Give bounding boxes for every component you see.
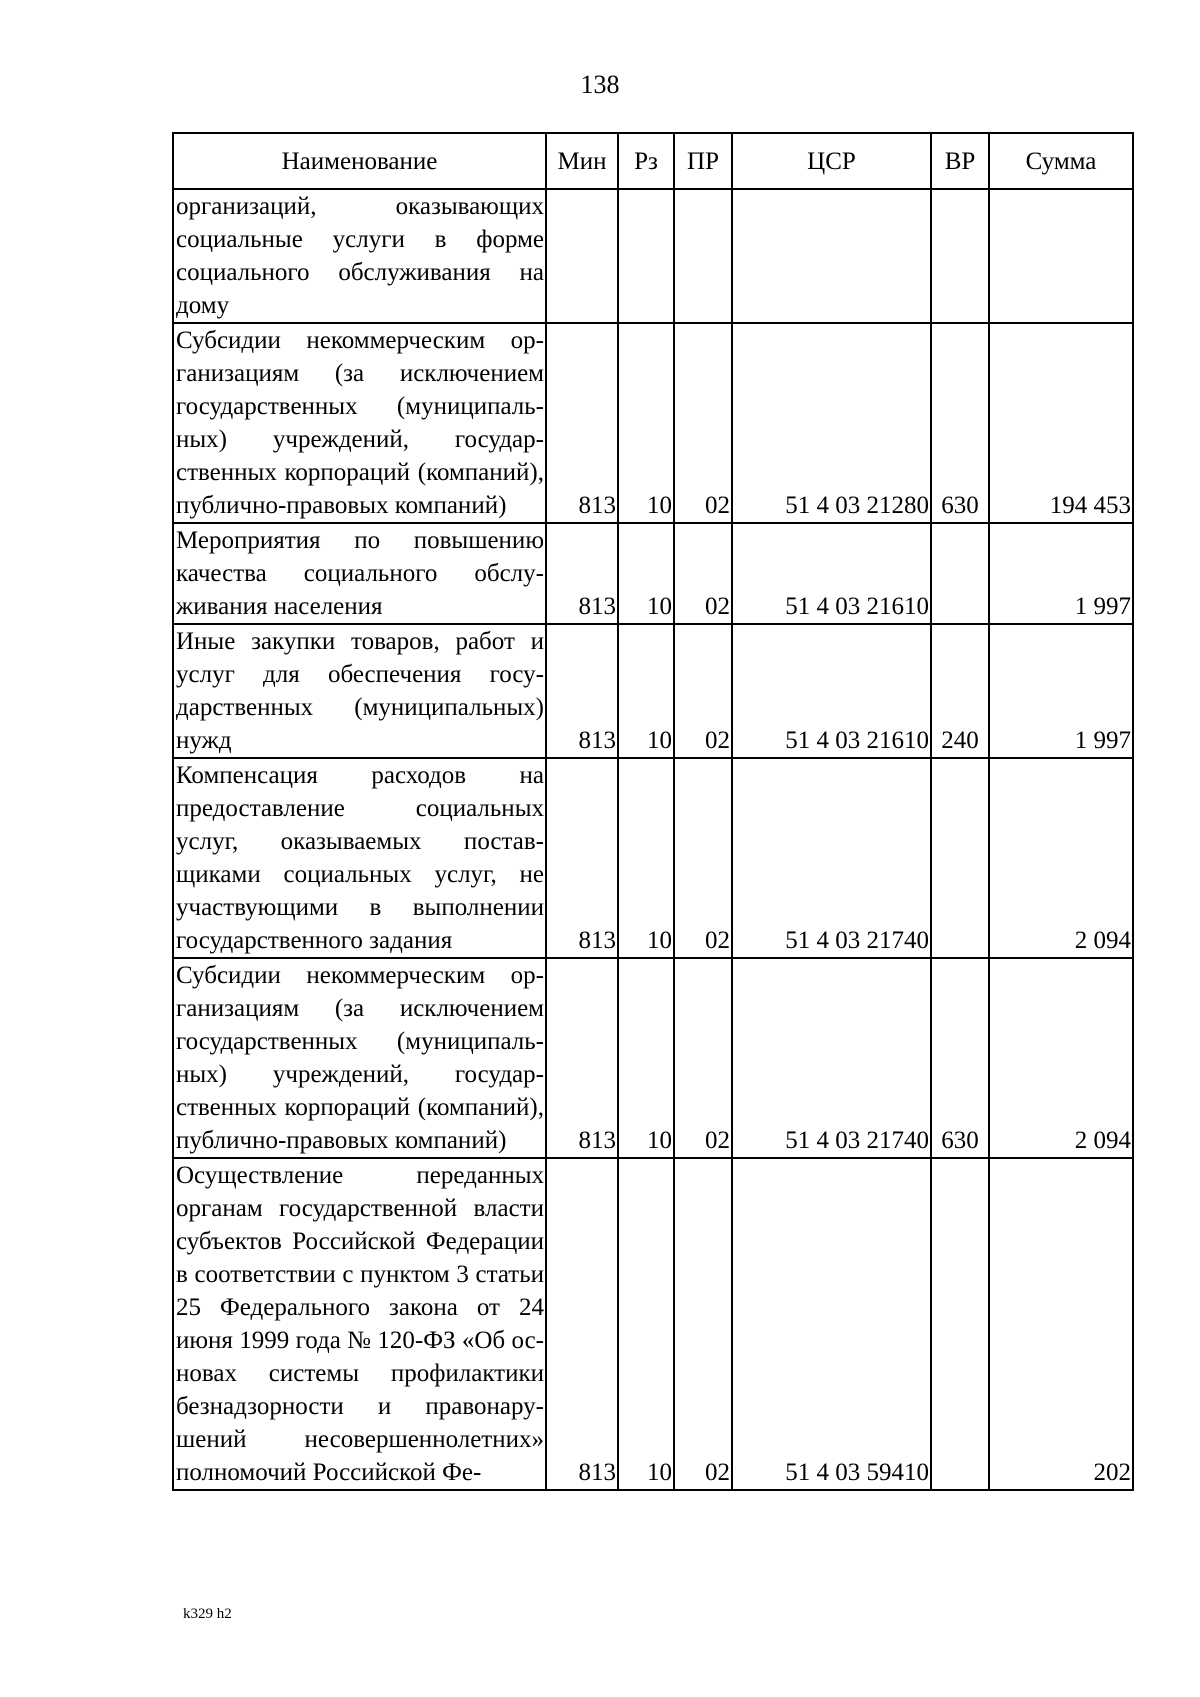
table-row xyxy=(173,624,1133,758)
row-name-cell xyxy=(173,1158,546,1490)
row-csr: 51 4 03 21610 xyxy=(732,523,931,624)
row-min: 813 xyxy=(546,758,618,958)
row-name: Мероприятия по повышению качества социального обслуживания населения xyxy=(176,527,544,620)
row-name: Субсидии некоммерческим организациям (за исключением государственных (муниципальных) учреждений, государственных корпораций (компаний), публично-правовых компаний) xyxy=(176,327,544,519)
budget-table xyxy=(172,132,1134,1491)
row-rz: 10 xyxy=(618,1158,674,1490)
row-vr: 630 xyxy=(931,958,989,1158)
row-csr: 51 4 03 21610 xyxy=(732,624,931,758)
row-rz: 10 xyxy=(618,958,674,1158)
row-name: Осуществление переданных органам государственной власти субъектов Российской Федерации в соответствии с пунктом 3 статьи 25 Федерального закона от 24 июня 1999 года № 120-ФЗ «Об основах системы профилактики безнадзорности и правонарушений несовершеннолетних» полномочий Российской Фе- xyxy=(176,1162,544,1486)
document-code: k329 h2 xyxy=(183,1606,232,1622)
row-sum: 2 094 xyxy=(989,758,1133,958)
table-row xyxy=(173,323,1133,523)
header-name: Наименование xyxy=(173,133,546,189)
row-vr: 240 xyxy=(931,624,989,758)
row-vr: 630 xyxy=(931,323,989,523)
row-min: 813 xyxy=(546,624,618,758)
row-rz: 10 xyxy=(618,624,674,758)
row-rz: 10 xyxy=(618,758,674,958)
row-name: Компенсация расходов на предоставление социальных услуг, оказываемых поставщиками социальных услуг, не участвующими в выполнении государственного задания xyxy=(176,762,544,954)
header-vr: ВР xyxy=(931,133,989,189)
header-pr: ПР xyxy=(674,133,732,189)
page-number: 138 xyxy=(580,70,620,99)
row-pr: 02 xyxy=(674,958,732,1158)
row-pr: 02 xyxy=(674,624,732,758)
row-csr xyxy=(732,189,931,323)
row-csr: 51 4 03 21740 xyxy=(732,958,931,1158)
row-vr xyxy=(931,189,989,323)
header-min: Мин xyxy=(546,133,618,189)
row-vr xyxy=(931,758,989,958)
row-min xyxy=(546,189,618,323)
table-header-row xyxy=(173,133,1133,189)
row-csr: 51 4 03 59410 xyxy=(732,1158,931,1490)
table-row xyxy=(173,958,1133,1158)
row-pr: 02 xyxy=(674,758,732,958)
row-name-cell xyxy=(173,958,546,1158)
header-rz: Рз xyxy=(618,133,674,189)
row-vr xyxy=(931,523,989,624)
row-rz: 10 xyxy=(618,323,674,523)
row-min: 813 xyxy=(546,1158,618,1490)
row-csr: 51 4 03 21280 xyxy=(732,323,931,523)
row-pr: 02 xyxy=(674,523,732,624)
row-sum: 1 997 xyxy=(989,624,1133,758)
table-row xyxy=(173,758,1133,958)
header-sum: Сумма xyxy=(989,133,1133,189)
row-name-cell xyxy=(173,624,546,758)
row-name: организаций, оказывающих социальные услуги в форме социального обслуживания на дому xyxy=(176,193,544,319)
table-row xyxy=(173,523,1133,624)
row-min: 813 xyxy=(546,958,618,1158)
row-name-cell xyxy=(173,758,546,958)
row-csr: 51 4 03 21740 xyxy=(732,758,931,958)
table-row xyxy=(173,189,1133,323)
row-sum: 1 997 xyxy=(989,523,1133,624)
row-min: 813 xyxy=(546,323,618,523)
table-row xyxy=(173,1158,1133,1490)
row-sum: 2 094 xyxy=(989,958,1133,1158)
row-pr: 02 xyxy=(674,323,732,523)
header-csr: ЦСР xyxy=(732,133,931,189)
row-name: Субсидии некоммерческим организациям (за исключением государственных (муниципальных) учреждений, государственных корпораций (компаний), публично-правовых компаний) xyxy=(176,962,544,1154)
row-sum xyxy=(989,189,1133,323)
row-sum: 202 xyxy=(989,1158,1133,1490)
row-name-cell xyxy=(173,189,546,323)
row-sum: 194 453 xyxy=(989,323,1133,523)
row-name-cell xyxy=(173,323,546,523)
row-pr: 02 xyxy=(674,1158,732,1490)
row-min: 813 xyxy=(546,523,618,624)
row-rz xyxy=(618,189,674,323)
row-vr xyxy=(931,1158,989,1490)
row-pr xyxy=(674,189,732,323)
row-name: Иные закупки товаров, работ и услуг для обеспечения государственных (муниципальных) нужд xyxy=(176,628,544,754)
row-name-cell xyxy=(173,523,546,624)
row-rz: 10 xyxy=(618,523,674,624)
